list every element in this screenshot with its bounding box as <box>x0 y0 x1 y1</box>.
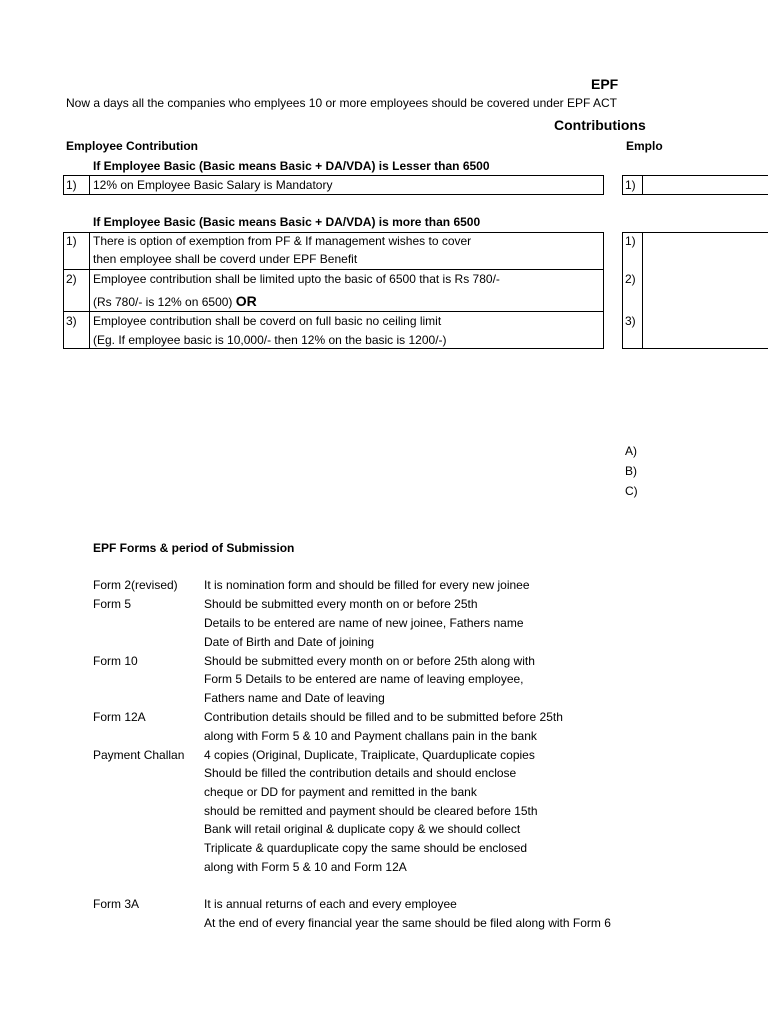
employer-lesser-num: 1) <box>625 178 636 192</box>
employer-contribution-heading-fragment: Emplo <box>626 139 663 153</box>
employer-more-table <box>622 232 768 349</box>
intro-text: Now a days all the companies who emplyees 10 or more employees should be covered under EPF ACT <box>66 96 617 110</box>
form-10-line-2: Form 5 Details to be entered are name of leaving employee, <box>204 672 524 686</box>
employer-more-num-3: 3) <box>625 314 636 328</box>
or-label: OR <box>235 293 257 309</box>
form-5-name: Form 5 <box>93 597 132 611</box>
form-2-name: Form 2(revised) <box>93 578 178 592</box>
more-row-2-num: 2) <box>66 272 77 286</box>
more-row-2-line-2-text: (Rs 780/- is 12% on 6500) <box>93 295 233 309</box>
payment-challan-line-5: Bank will retail original & duplicate copy & we should collect <box>204 822 521 836</box>
more-row-3-line-1: Employee contribution shall be coverd on full basic no ceiling limit <box>93 314 442 328</box>
form-12a-line-2: along with Form 5 & 10 and Payment challans pain in the bank <box>204 729 537 743</box>
label-a: A) <box>625 444 637 458</box>
payment-challan-line-6: Triplicate & quarduplicate copy the same should be enclosed <box>204 841 528 855</box>
form-2-line-1: It is nomination form and should be filled for every new joinee <box>204 578 530 592</box>
form-5-line-3: Date of Birth and Date of joining <box>204 635 375 649</box>
form-10-name: Form 10 <box>93 654 138 668</box>
payment-challan-line-7: along with Form 5 & 10 and Form 12A <box>204 860 407 874</box>
payment-challan-line-2: Should be filled the contribution details and should enclose <box>204 766 517 780</box>
more-row-1-line-1: There is option of exemption from PF & If management wishes to cover <box>93 234 472 248</box>
contributions-heading: Contributions <box>554 117 646 133</box>
employer-more-num-2: 2) <box>625 272 636 286</box>
page-title: EPF <box>591 76 619 92</box>
form-12a-name: Form 12A <box>93 710 146 724</box>
form-5-line-1: Should be submitted every month on or before 25th <box>204 597 478 611</box>
payment-challan-line-3: cheque or DD for payment and remitted in the bank <box>204 785 477 799</box>
more-row-3-num: 3) <box>66 314 77 328</box>
form-5-line-2: Details to be entered are name of new joinee, Fathers name <box>204 616 524 630</box>
form-10-line-1: Should be submitted every month on or before 25th along with <box>204 654 535 668</box>
form-3a-line-1: It is annual returns of each and every employee <box>204 897 457 911</box>
employer-more-num-1: 1) <box>625 234 636 248</box>
form-10-line-3: Fathers name and Date of leaving <box>204 691 385 705</box>
lesser-row-num: 1) <box>66 178 77 192</box>
more-than-heading: If Employee Basic (Basic means Basic + DA/VDA) is more than 6500 <box>93 215 481 229</box>
form-12a-line-1: Contribution details should be filled and to be submitted before 25th <box>204 710 563 724</box>
more-row-1-line-2: then employee shall be coverd under EPF Benefit <box>93 252 358 266</box>
payment-challan-line-1: 4 copies (Original, Duplicate, Traiplicate, Quarduplicate copies <box>204 748 535 762</box>
payment-challan-line-4: should be remitted and payment should be cleared before 15th <box>204 804 538 818</box>
more-row-1-num: 1) <box>66 234 77 248</box>
forms-heading: EPF Forms & period of Submission <box>93 541 295 555</box>
more-row-2-line-1: Employee contribution shall be limited upto the basic of 6500 that is Rs 780/- <box>93 272 500 286</box>
employer-lesser-table <box>622 175 768 195</box>
form-3a-name: Form 3A <box>93 897 140 911</box>
more-row-3-line-2: (Eg. If employee basic is 10,000/- then 12% on the basic is 1200/-) <box>93 333 447 347</box>
employee-contribution-heading: Employee Contribution <box>66 139 198 153</box>
more-table <box>63 232 604 349</box>
more-row-2-line-2 <box>93 293 257 309</box>
lesser-than-heading: If Employee Basic (Basic means Basic + DA/VDA) is Lesser than 6500 <box>93 159 490 173</box>
payment-challan-name: Payment Challan <box>93 748 185 762</box>
form-3a-line-2: At the end of every financial year the same should be filed along with Form 6 <box>204 916 611 930</box>
label-b: B) <box>625 464 637 478</box>
label-c: C) <box>625 484 638 498</box>
lesser-row-text: 12% on Employee Basic Salary is Mandatory <box>93 178 333 192</box>
